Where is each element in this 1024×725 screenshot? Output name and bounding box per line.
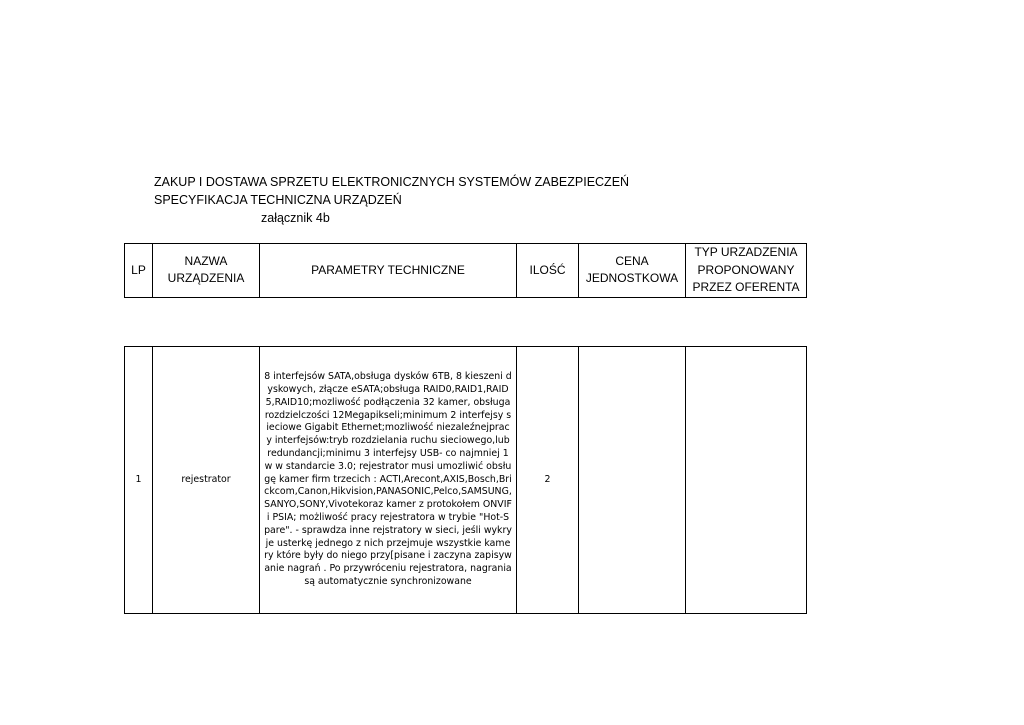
cell-lp: 1 xyxy=(125,347,153,614)
header-quantity: ILOŚĆ xyxy=(517,244,579,298)
document-title: ZAKUP I DOSTAWA SPRZETU ELEKTRONICZNYCH SYSTEMÓW ZABEZPIECZEŃ xyxy=(154,175,630,189)
header-table xyxy=(124,243,807,298)
document-subtitle: SPECYFIKACJA TECHNICZNA URZĄDZEŃ xyxy=(154,193,402,207)
cell-unit-price[interactable] xyxy=(579,347,686,614)
header-row xyxy=(125,244,807,298)
header-technical-parameters: PARAMETRY TECHNICZNE xyxy=(260,244,517,298)
attachment-label: załącznik 4b xyxy=(261,211,330,225)
header-device-name: NAZWA URZĄDZENIA xyxy=(153,244,260,298)
cell-proposed-device-type[interactable] xyxy=(686,347,807,614)
items-table xyxy=(124,346,807,614)
cell-device-name: rejestrator xyxy=(153,347,260,614)
header-lp: LP xyxy=(125,244,153,298)
cell-quantity: 2 xyxy=(517,347,579,614)
header-unit-price: CENA JEDNOSTKOWA xyxy=(579,244,686,298)
header-proposed-device-type: TYP URZADZENIA PROPONOWANY PRZEZ OFERENTA xyxy=(686,244,807,298)
cell-technical-parameters: 8 interfejsów SATA,obsługa dysków 6TB, 8 kieszeni dyskowych, złącze eSATA;obsługa RAID0,RAID1,RAID5,RAID10;mozliwość podłączenia 32 kamer, obsługa rozdzielczości 12Megapikseli;minimum 2 interfejsy sieciowe Gigabit Ethernet;mozliwość niezaleźnejpracy interfejsów:tryb rozdzielania ruchu sieciowego,lub redundancji;minimu 3 interfejsy USB- co najmniej 1 w w standarcie 3.0; rejestrator musi umozliwić obsługę kamer firm trzecich : ACTI,Arecont,AXIS,Bosch,Brickcom,Canon,Hikvision,PANASONIC,Pelco,SAMSUNG,SANYO,SONY,Vivotekoraz kamer z protokołem ONVIF i PSIA; możliwość pracy rejestratora w trybie "Hot-Spare". - sprawdza inne rejstratory w sieci, jeśli wykryje usterkę jednego z nich przejmuje wszystkie kamery które były do niego przy[pisane i zaczyna zapisywanie nagrań . Po przywróceniu rejestratora, nagrania są automatycznie synchronizowane xyxy=(260,347,517,614)
table-row xyxy=(125,347,807,614)
